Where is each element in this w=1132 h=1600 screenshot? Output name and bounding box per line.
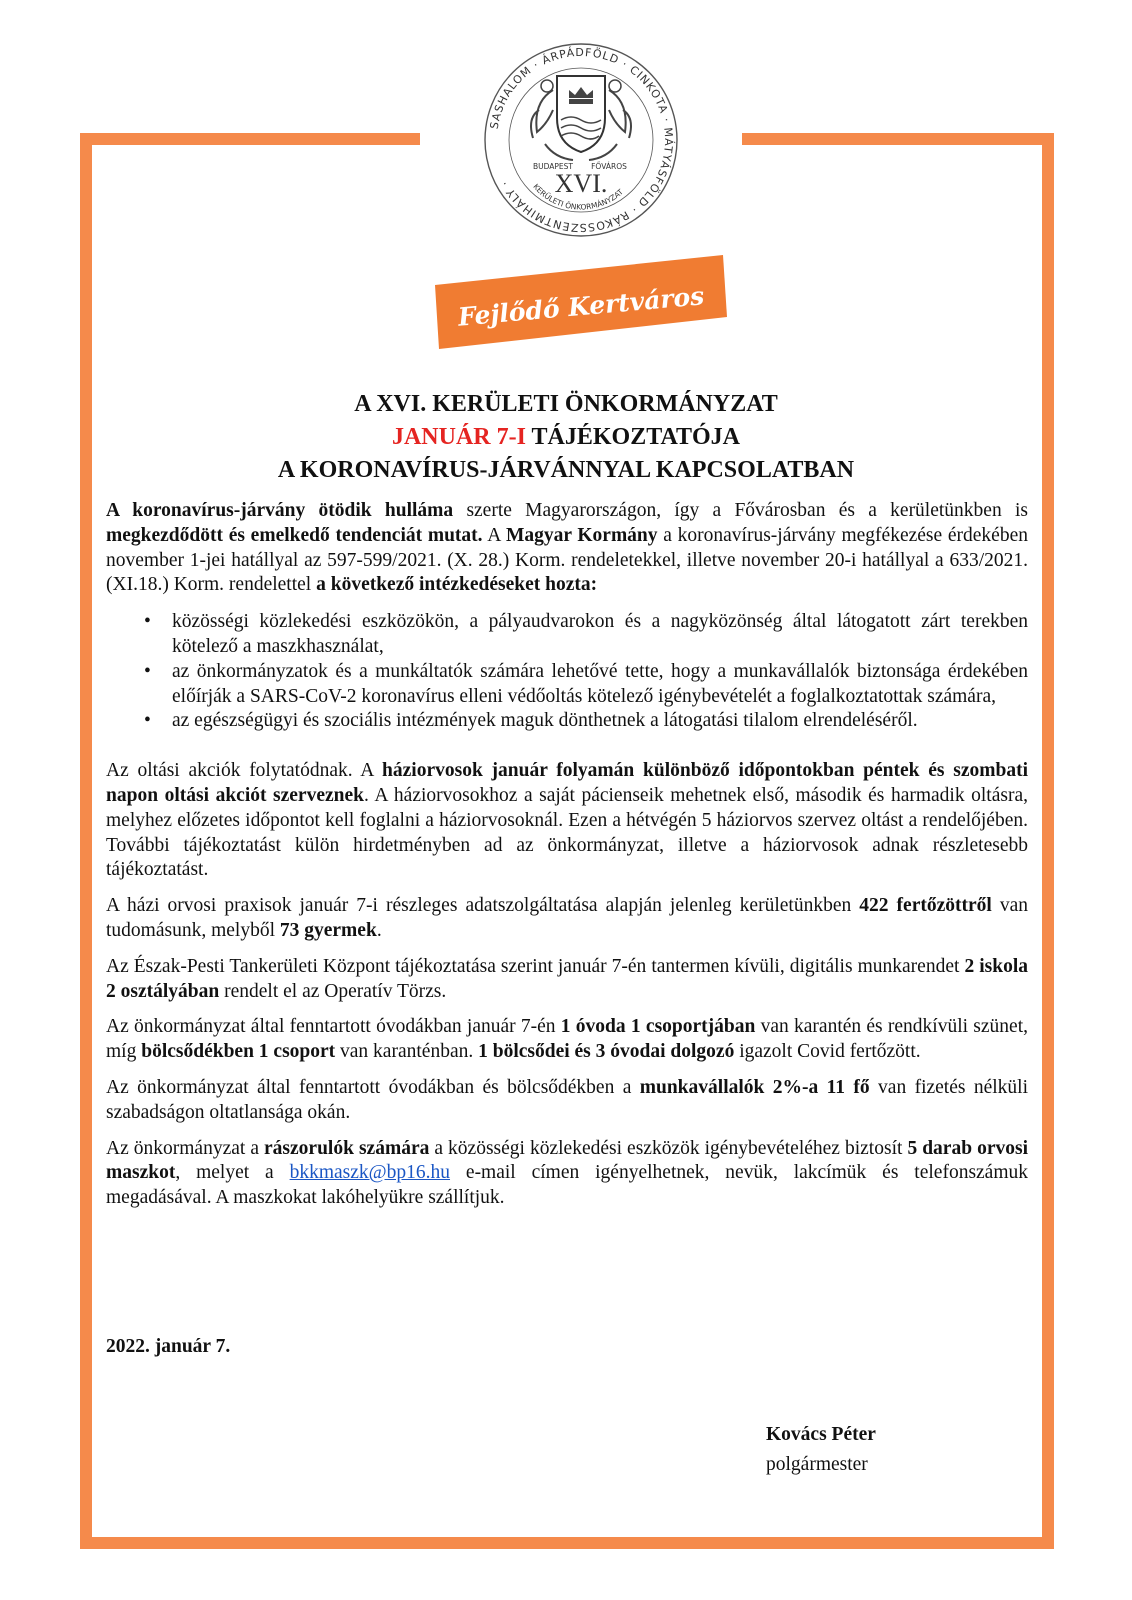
svg-text:KERÜLETI ÖNKORMÁNYZAT: KERÜLETI ÖNKORMÁNYZAT (531, 182, 625, 212)
svg-text:XVI.: XVI. (554, 169, 608, 198)
title-date-red: JANUÁR 7-I (391, 424, 526, 450)
frame-right (1042, 133, 1054, 1549)
page-title (100, 388, 1032, 487)
vaccination-paragraph: Az oltási akciók folytatódnak. A háziorvosok január folyamán különböző időpontokban péntek és szombati napon oltási akciót szerveznek. A háziorvosokhoz a saját pácienseik mehetnek első, második és harmadik oltásra, melyhez előzetes időpontot kell foglalni a háziorvosoknál. Ezen a hétvégén 5 háziorvos szervez oltást a rendelőjében. További tájékoztatást külön hirdetményben ad az önkormányzat, illetve a háziorvosok adnak részletesebb tájékoztatást. (106, 760, 1028, 881)
district-seal-logo (481, 40, 681, 240)
frame-bottom (80, 1537, 1054, 1549)
masks-paragraph: Az önkormányzat a rászorulók számára a közösségi közlekedési eszközök igénybevételéhez biztosít 5 darab orvosi maszkot, melyet a bkkmaszk@bp16.hu e-mail címen igényelhetnek, nevük, lakcímük és telefonszámuk megadásával. A maszkokat lakóhelyükre szállítjuk. (106, 1137, 1029, 1209)
signature-block (766, 1420, 876, 1480)
list-item: • az önkormányzatok és a munkáltatók számára lehetővé tette, hogy a munkavállalók biztonsága érdekében előírják a SARS-CoV-2 koronavírus elleni védőoltás kötelező igénybevételét a foglalkoztatottak számára, (172, 660, 1028, 710)
email-link[interactable]: bkkmaszk@bp16.hu (289, 1162, 451, 1184)
list-item: • közösségi közlekedési eszközökön, a pályaudvarokon és a nagyközönség által látogatott zárt terekben kötelező a maszkhasználat, (172, 610, 1028, 660)
staff-paragraph: Az önkormányzat által fenntartott óvodákban és bölcsődékben a munkavállalók 2%-a 11 fő van fizetés nélküli szabadságon oltatlansága okán. (106, 1076, 1028, 1123)
svg-text:SASHALOM · ÁRPÁDFÖLD · CINKOTA: SASHALOM · ÁRPÁDFÖLD · CINKOTA · MÁTYÁSFÖLD · RÁKOSSZENTMIHÁLY · (487, 45, 676, 235)
intro-paragraph: A koronavírus-járvány ötödik hulláma szerte Magyarországon, így a Fővárosban és a kerületünkben is megkezdődött és emelkedő tendenciát mutat. A Magyar Kormány a koronavírus-járvány megfékezése érdekében november 1-jei hatállyal az 597-599/2021. (X. 28.) Korm. rendeletekkel, illetve november 20-i hatállyal a 633/2021. (XI.18.) Korm. rendelettel a következő intézkedéseket hozta: (106, 500, 1028, 596)
document-date: 2022. január 7. (106, 1336, 231, 1357)
title-line-3: A KORONAVÍRUS-JÁRVÁNNYAL KAPCSOLATBAN (277, 457, 855, 483)
list-item: • az egészségügyi és szociális intézmények maguk dönthetnek a látogatási tilalom elrendeléséről. (172, 709, 1028, 734)
signer-name: Kovács Péter (766, 1424, 876, 1445)
cases-paragraph: A házi orvosi praxisok január 7-i részleges adatszolgáltatása alapján jelenleg kerületünkben 422 fertőzöttről van tudomásunk, melyből 73 gyermek. (106, 895, 1029, 941)
fejlodo-kertvaros-banner (431, 255, 731, 351)
title-line-1: A XVI. KERÜLETI ÖNKORMÁNYZAT (354, 391, 778, 417)
svg-text:FŐVÁROS: FŐVÁROS (591, 162, 627, 171)
frame-left (80, 133, 92, 1549)
frame-top-right (742, 133, 1054, 145)
title-line-2: JANUÁR 7-I TÁJÉKOZTATÓJA (391, 424, 741, 450)
measures-list (106, 610, 1028, 734)
document-body (106, 499, 1028, 1222)
svg-text:BUDAPEST: BUDAPEST (532, 162, 574, 171)
frame-top-left (80, 133, 420, 145)
svg-text:Fejlődő Kertváros: Fejlődő Kertváros (456, 281, 706, 332)
kindergarten-paragraph: Az önkormányzat által fenntartott óvodákban január 7-én 1 óvoda 1 csoportjában van karantén és rendkívüli szünet, míg bölcsődékben 1 csoport van karanténban. 1 bölcsődei és 3 óvodai dolgozó igazolt Covid fertőzött. (106, 1016, 1028, 1063)
signer-title: polgármester (766, 1454, 868, 1475)
schools-paragraph: Az Észak-Pesti Tankerületi Központ tájékoztatása szerint január 7-én tantermen kívüli, digitális munkarendet 2 iskola 2 osztályában rendelt el az Operatív Törzs. (106, 955, 1028, 1002)
